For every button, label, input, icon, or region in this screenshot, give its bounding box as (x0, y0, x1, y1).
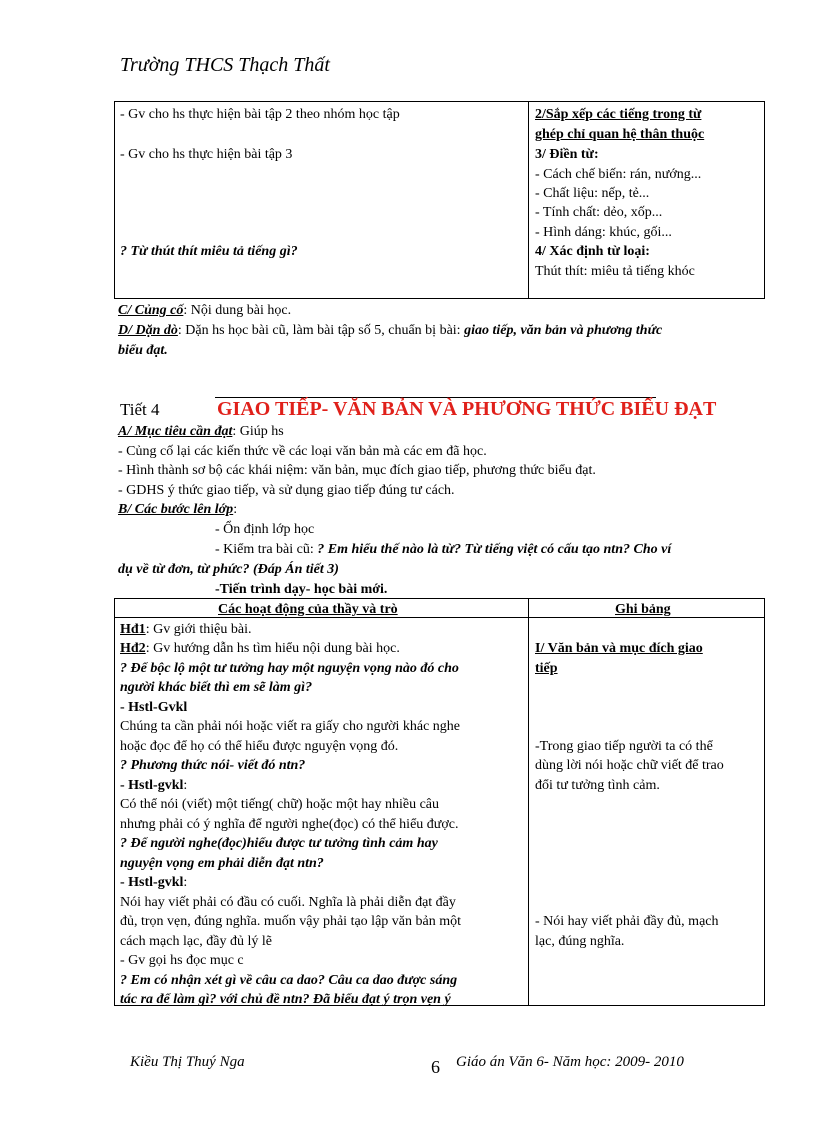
board-heading: I/ Văn bản và mục đích giao (535, 641, 703, 656)
answer-label: - Hstl-gvkl (120, 875, 184, 890)
school-name: Trường THCS Thạch Thất (120, 54, 330, 76)
consolidate-label: C/ Củng cố (118, 303, 184, 318)
exercise-table-divider (528, 101, 529, 299)
hd1-label: Hđ1 (120, 622, 146, 637)
t1-right-line: Thút thít: miêu tả tiếng khóc (535, 264, 695, 279)
board-note: -Trong giao tiếp người ta có thể (535, 739, 713, 754)
board-note: - Nói hay viết phải đầy đủ, mạch (535, 914, 719, 929)
t1-right-heading: 4/ Xác định từ loại: (535, 244, 650, 259)
board-note: lạc, đúng nghĩa. (535, 934, 625, 949)
hd1-text: : Gv giới thiệu bài. (145, 622, 252, 637)
steps-label: B/ Các bước lên lớp (118, 502, 234, 517)
step-check-question: ? Em hiểu thế nào là từ? Từ tiếng việt có cấu tạo ntn? Cho ví (317, 542, 672, 557)
t1-right-line: - Hình dáng: khúc, gối... (535, 225, 672, 240)
objectives-text: : Giúp hs (232, 424, 284, 439)
consolidate-line (118, 301, 291, 320)
answer-label: - Hstl-gvkl (120, 778, 184, 793)
homework-label: D/ Dặn dò (118, 323, 178, 338)
t1-right-line: - Cách chế biến: rán, nướng... (535, 167, 702, 182)
t1-right-heading: 2/Sắp xếp các tiếng trong từ (535, 107, 702, 122)
t1-right-heading: ghép chỉ quan hệ thân thuộc (535, 127, 705, 142)
footer-subject: Giáo án Văn 6- Năm học: 2009- 2010 (456, 1054, 684, 1070)
hd2-line (120, 639, 400, 658)
answer-label: - Hstl-Gvkl (120, 700, 188, 715)
board-col-header: Ghi bảng (615, 602, 671, 617)
answer-label-line (120, 873, 187, 892)
answer: cách mạch lạc, đầy đủ lý lẽ (120, 934, 272, 949)
objective-item: - Hình thành sơ bộ các khái niệm: văn bản, mục đích giao tiếp, phương thức biểu đạt. (118, 463, 596, 478)
page-number: 6 (431, 1057, 440, 1077)
steps-heading (118, 500, 237, 519)
answer: nhưng phải có ý nghĩa để người nghe(đọc) có thể hiểu được. (120, 817, 459, 832)
question: ? Để người nghe(đọc)hiểu được tư tưởng tình cảm hay (120, 836, 438, 851)
t1-right-heading: 3/ Điền từ: (535, 147, 599, 162)
answer: đủ, trọn vẹn, đúng nghĩa. muốn vậy phải tạo lập văn bản một (120, 914, 461, 929)
homework-text: : Dặn hs học bài cũ, làm bài tập số 5, chuẩn bị bài: (177, 323, 461, 338)
homework-bold: giao tiếp, văn bản và phương thức (460, 323, 663, 338)
lesson-title: GIAO TIẾP- VĂN BẢN VÀ PHƯƠNG THỨC BIỂU ĐẠT (217, 398, 717, 420)
answer: Chúng ta cần phải nói hoặc viết ra giấy cho người khác nghe (120, 719, 460, 734)
step-check-label: - Kiểm tra bài cũ: (215, 542, 318, 557)
hd2-text: : Gv hướng dẫn hs tìm hiểu nội dung bài học. (145, 641, 400, 656)
answer: hoặc đọc để họ có thể hiểu được nguyện vọng đó. (120, 739, 399, 754)
objective-item: - Củng cố lại các kiến thức về các loại văn bản mà các em đã học. (118, 444, 487, 459)
answer-label-line (120, 776, 187, 795)
t1-right-line: - Chất liệu: nếp, tẻ... (535, 186, 650, 201)
activity-col-header: Các hoạt động của thầy và trò (218, 602, 398, 617)
question: ? Để bộc lộ một tư tưởng hay một nguyện vọng nào đó cho (120, 661, 459, 676)
t1-left-question: ? Từ thút thít miêu tả tiếng gì? (120, 244, 298, 259)
footer-author: Kiều Thị Thuý Nga (130, 1054, 245, 1070)
objectives-label: A/ Mục tiêu cần đạt (118, 424, 233, 439)
board-heading: tiếp (535, 661, 558, 676)
t1-right-line: - Tính chất: dẻo, xốp... (535, 205, 663, 220)
objective-item: - GDHS ý thức giao tiếp, và sử dụng giao tiếp đúng tư cách. (118, 483, 455, 498)
lesson-number: Tiết 4 (120, 400, 160, 419)
homework-line (118, 321, 662, 340)
hd1-line (120, 620, 251, 639)
question: tác ra để làm gì? với chủ đề ntn? Đã biểu đạt ý trọn vẹn ý (120, 992, 451, 1007)
step-item: - Ổn định lớp học (215, 522, 315, 537)
hd2-label: Hđ2 (120, 641, 146, 656)
t1-left-line: - Gv cho hs thực hiện bài tập 3 (120, 147, 293, 162)
step-item (215, 540, 671, 559)
answer: Có thể nói (viết) một tiếng( chữ) hoặc một hay nhiều câu (120, 797, 439, 812)
activity-table-divider (528, 598, 529, 1006)
answer-label-colon: : (183, 778, 188, 793)
step-progress: -Tiến trình dạy- học bài mới. (215, 582, 388, 597)
steps-colon: : (233, 502, 238, 517)
homework-bold-cont: biểu đạt. (118, 343, 168, 358)
question: ? Phương thức nói- viết đó ntn? (120, 758, 306, 773)
board-note: đổi tư tưởng tình cảm. (535, 778, 660, 793)
answer-label-colon: : (183, 875, 188, 890)
answer: Nói hay viết phải có đầu có cuối. Nghĩa là phải diễn đạt đầy (120, 895, 456, 910)
board-note: dùng lời nói hoặc chữ viết để trao (535, 758, 724, 773)
question: người khác biết thì em sẽ làm gì? (120, 680, 313, 695)
question: nguyện vọng em phải diễn đạt ntn? (120, 856, 324, 871)
answer: - Gv gọi hs đọc mục c (120, 953, 244, 968)
consolidate-text: : Nội dung bài học. (183, 303, 292, 318)
t1-left-line: - Gv cho hs thực hiện bài tập 2 theo nhóm học tập (120, 107, 400, 122)
objectives-heading (118, 422, 284, 441)
question: ? Em có nhận xét gì về câu ca dao? Câu ca dao được sáng (120, 973, 458, 988)
step-check-question-cont: dụ về từ đơn, từ phức? (Đáp Án tiết 3) (118, 562, 339, 577)
